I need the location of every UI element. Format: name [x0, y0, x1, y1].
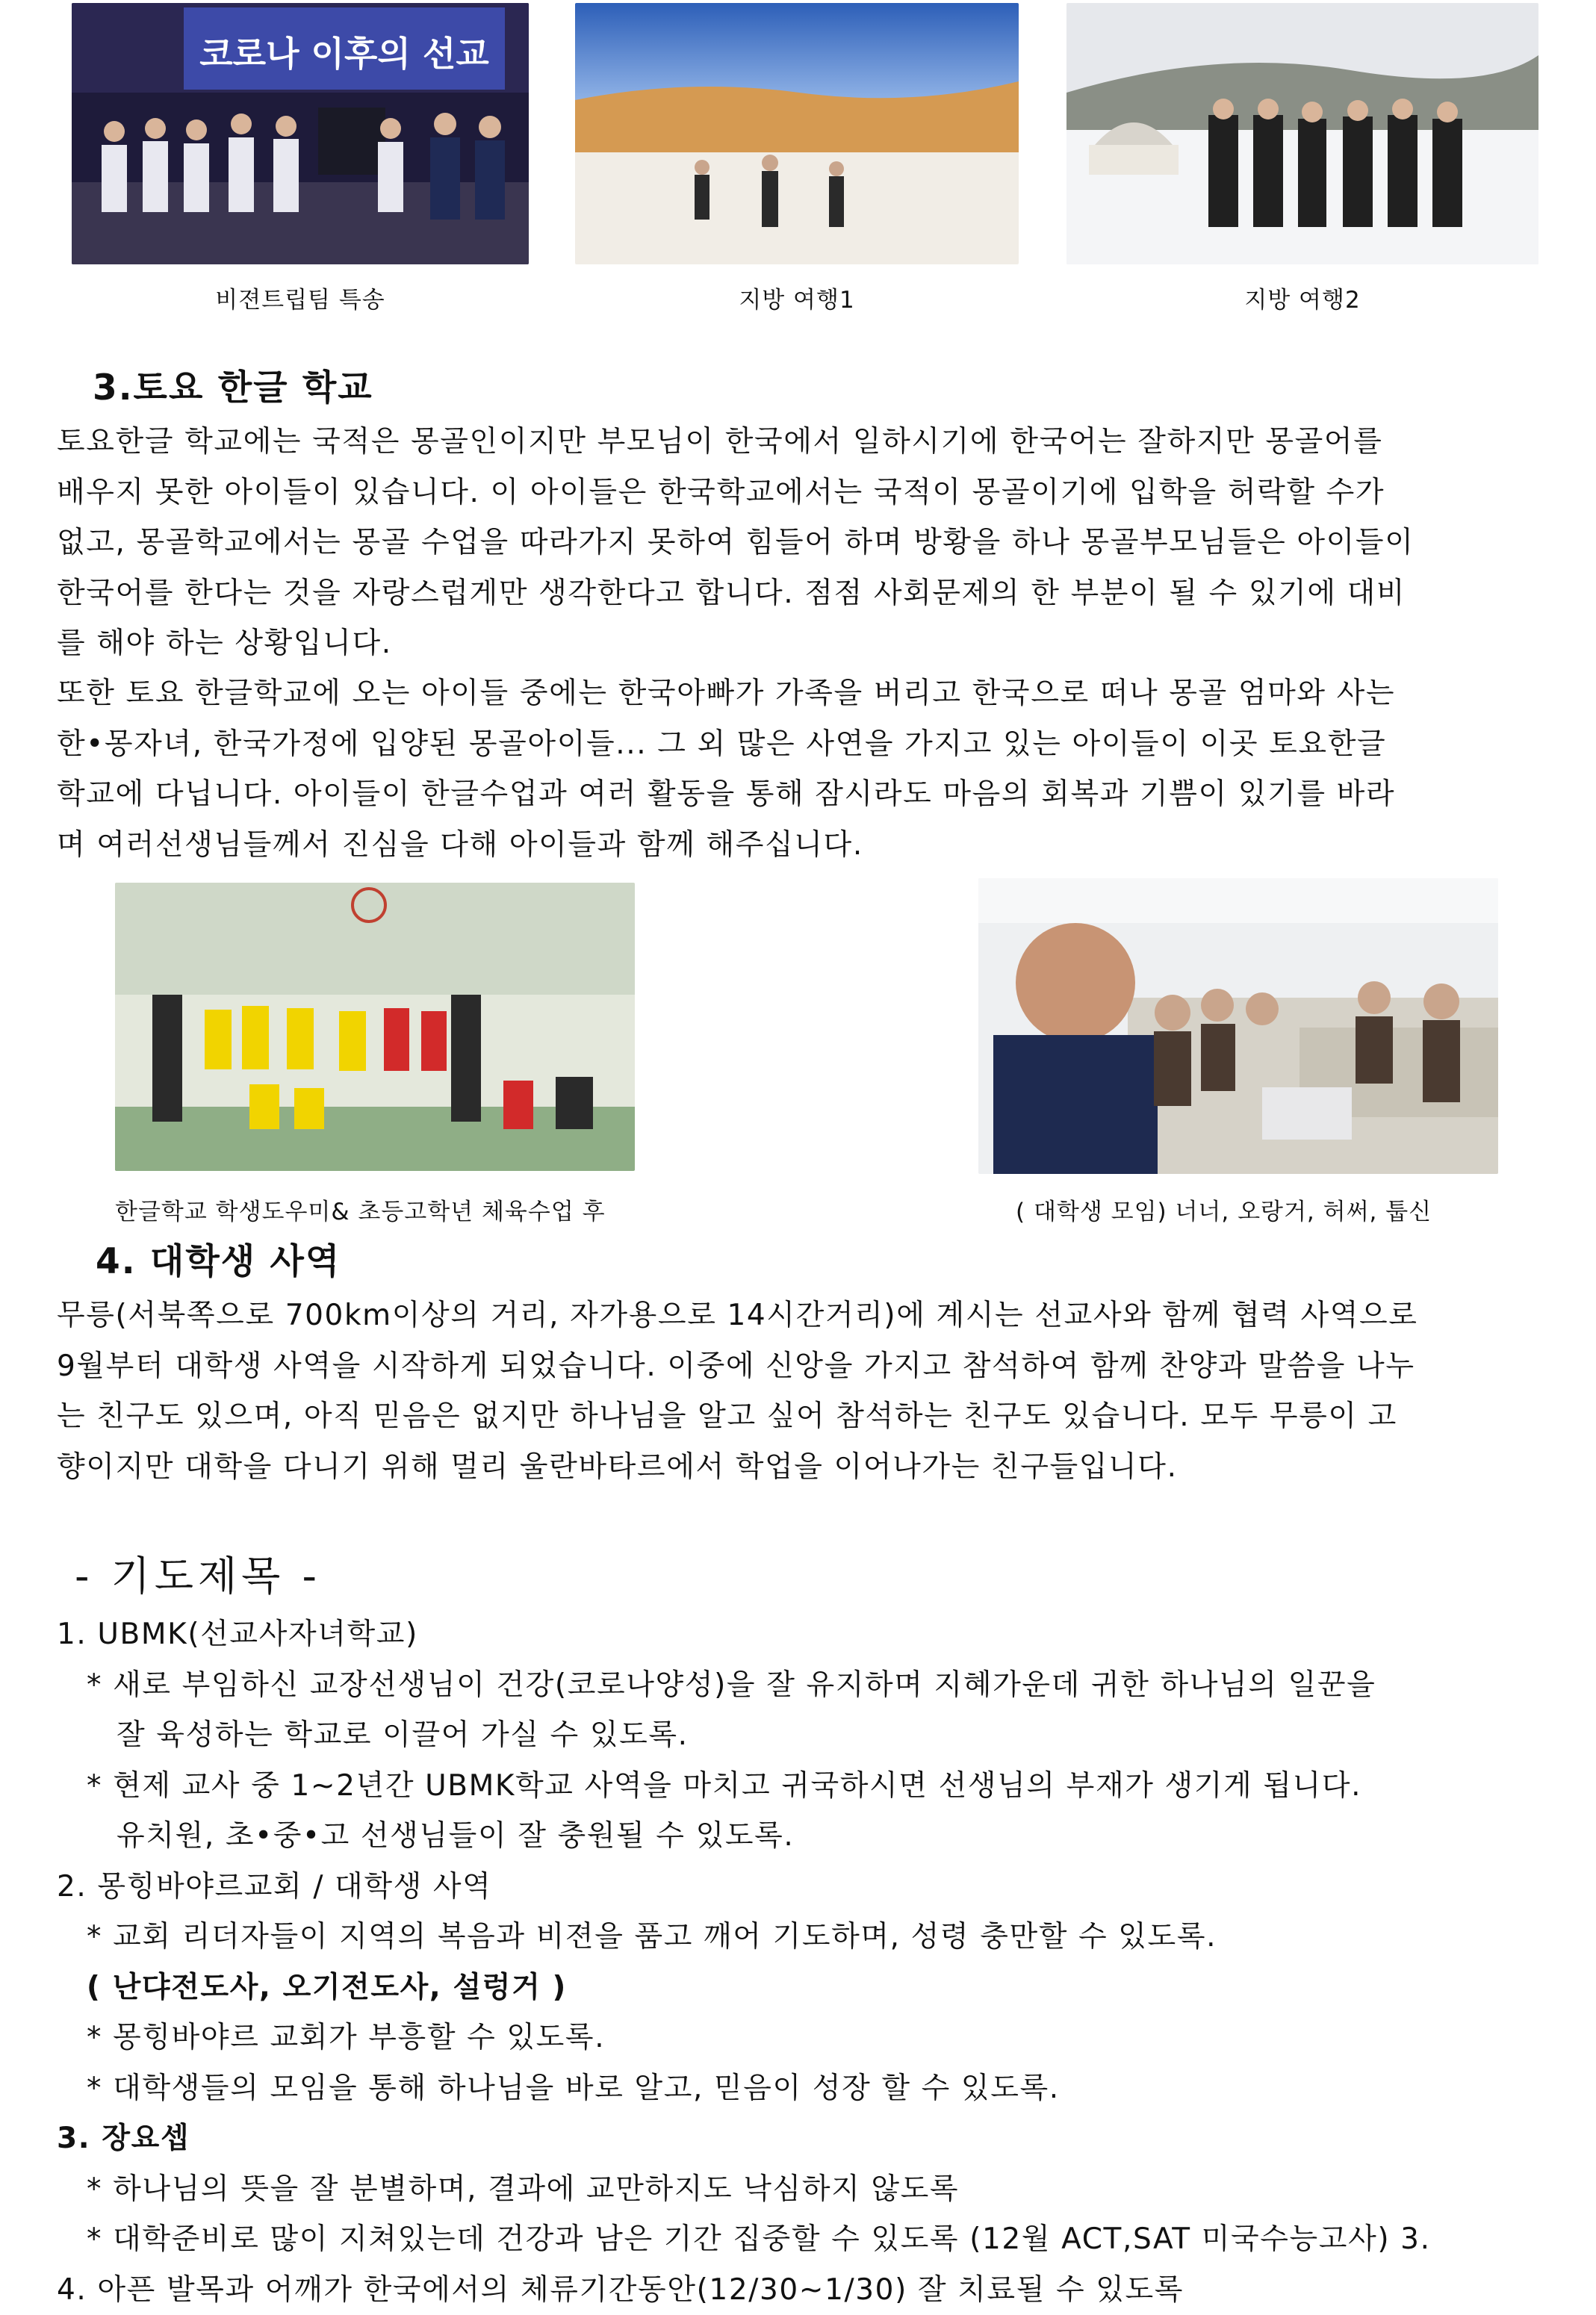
caption-regional-trip-2: 지방 여행2 — [1066, 281, 1538, 314]
prayer-line: * 새로 부임하신 교장선생님이 건강(코로나양성)을 잘 유지하며 지혜가운데 귀한 하나님의 일꾼을 — [57, 1660, 1558, 1711]
text-line: 며 여러선생님들께서 진심을 다해 아이들과 함께 해주십니다. — [57, 820, 1549, 871]
prayer-line: * 현제 교사 중 1~2년간 UBMK학교 사역을 마치고 귀국하시면 선생님의 부재가 생기게 됩니다. — [57, 1761, 1558, 1812]
prayer-line: * 대학생들의 모임을 통해 하나님을 바로 알고, 믿음이 성장 할 수 있도록. — [57, 2063, 1558, 2114]
caption-korean-school-pe: 한글학교 학생도우미& 초등고학년 체육수업 후 — [115, 1193, 668, 1226]
photo-university-meeting — [978, 878, 1498, 1174]
text-line: 배우지 못한 아이들이 있습니다. 이 아이들은 한국학교에서는 국적이 몽골이기에 입학을 허락할 수가 — [57, 467, 1549, 518]
photo-vision-trip-song — [72, 3, 529, 264]
section3-paragraph1 — [57, 417, 1549, 669]
section3-paragraph2 — [57, 668, 1549, 870]
text-line: 없고, 몽골학교에서는 몽골 수업을 따라가지 못하여 힘들어 하며 방황을 하나 몽골부모님들은 아이들이 — [57, 518, 1549, 568]
text-line: 학교에 다닙니다. 아이들이 한글수업과 여러 활동을 통해 잠시라도 마음의 회복과 기쁨이 있기를 바라 — [57, 769, 1549, 820]
prayer-line: 3. 장요셉 — [57, 2113, 1558, 2164]
photo-regional-trip-2 — [1066, 3, 1538, 264]
prayer-line: 1. UBMK(선교사자녀학교) — [57, 1609, 1558, 1660]
text-line: 무릉(서북쪽으로 700km이상의 거리, 자가용으로 14시간거리)에 계시는 선교사와 함께 협력 사역으로 — [57, 1290, 1549, 1341]
text-line: 한국어를 한다는 것을 자랑스럽게만 생각한다고 합니다. 점점 사회문제의 한 부분이 될 수 있기에 대비 — [57, 568, 1549, 619]
prayer-line: 4. 아픈 발목과 어깨가 한국에서의 체류기간동안(12/30~1/30) 잘 치료될 수 있도록 — [57, 2265, 1558, 2315]
caption-vision-trip: 비젼트립팀 특송 — [72, 281, 529, 314]
text-line: 한•몽자녀, 한국가정에 입양된 몽골아이들... 그 외 많은 사연을 가지고 있는 아이들이 이곳 토요한글 — [57, 719, 1549, 770]
prayer-line: 유치원, 초•중•고 선생님들이 잘 충원될 수 있도록. — [57, 1811, 1558, 1862]
text-line: 또한 토요 한글학교에 오는 아이들 중에는 한국아빠가 가족을 버리고 한국으로 떠나 몽골 엄마와 사는 — [57, 668, 1549, 719]
banner-text: 코로나 이후의 선교 — [199, 34, 489, 74]
prayer-line: 2. 몽힝바야르교회 / 대학생 사역 — [57, 1862, 1558, 1912]
prayer-line: * 교회 리더자들이 지역의 복음과 비젼을 품고 깨어 기도하며, 성령 충만할 수 있도록. — [57, 1912, 1558, 1963]
prayer-line: * 하나님의 뜻을 잘 분별하며, 결과에 교만하지도 낙심하지 않도록 — [57, 2164, 1558, 2215]
text-line: 토요한글 학교에는 국적은 몽골인이지만 부모님이 한국에서 일하시기에 한국어는 잘하지만 몽골어를 — [57, 417, 1549, 467]
section4-heading: 4. 대학생 사역 — [96, 1234, 341, 1284]
section4-paragraph — [57, 1290, 1549, 1492]
prayer-line: * 대학준비로 많이 지쳐있는데 건강과 남은 기간 집중할 수 있도록 (12월 ACT,SAT 미국수능고사) 3. — [57, 2214, 1558, 2265]
caption-regional-trip-1: 지방 여행1 — [575, 281, 1019, 314]
prayer-line: 잘 육성하는 학교로 이끌어 가실 수 있도록. — [57, 1710, 1558, 1761]
text-line: 9월부터 대학생 사역을 시작하게 되었습니다. 이중에 신앙을 가지고 참석하여 함께 찬양과 말씀을 나누 — [57, 1341, 1549, 1392]
text-line: 를 해야 하는 상황입니다. — [57, 618, 1549, 669]
prayer-list — [57, 1609, 1558, 2315]
photo-korean-school-pe — [115, 883, 635, 1171]
prayer-line: ( 난댜전도사, 오기전도사, 설렁거 ) — [57, 1963, 1558, 2013]
prayer-line: * 몽힝바야르 교회가 부흥할 수 있도록. — [57, 2013, 1558, 2063]
caption-university-meeting: ( 대학생 모임) 너너, 오랑거, 허써, 툽신 — [1016, 1193, 1494, 1226]
photo-regional-trip-1 — [575, 3, 1019, 264]
text-line: 는 친구도 있으며, 아직 믿음은 없지만 하나님을 알고 싶어 참석하는 친구도 있습니다. 모두 무릉이 고 — [57, 1391, 1549, 1442]
section3-heading: 3.토요 한글 학교 — [93, 360, 373, 410]
text-line: 향이지만 대학을 다니기 위해 멀리 울란바타르에서 학업을 이어나가는 친구들입니다. — [57, 1442, 1549, 1493]
prayer-title: - 기도제목 - — [75, 1544, 321, 1602]
